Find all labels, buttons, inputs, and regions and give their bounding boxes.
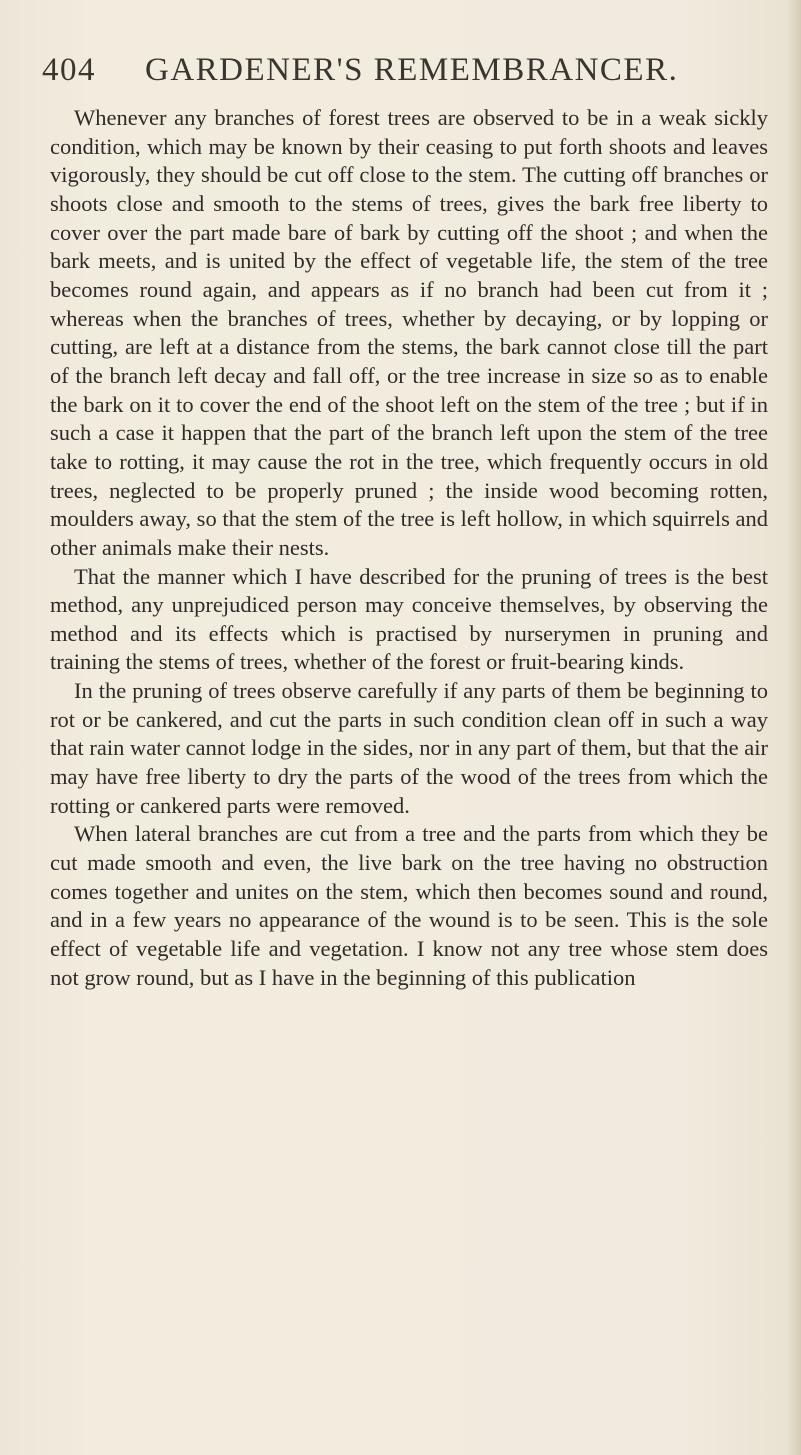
- page-number: 404: [42, 52, 96, 88]
- running-title: GARDENER'S REMEMBRANCER.: [145, 52, 679, 88]
- body-text: [50, 104, 768, 992]
- paragraph-4: When lateral branches are cut from a tree and the parts from which they be cut made smooth and even, the live bark on the tree having no obstruction comes together and unites on the stem, which then becomes sound and round, and in a few years no appearance of the wound is to be seen. This is the sole effect of vegetable life and vegetation. I know not any tree whose stem does not grow round, but as I have in the beginning of this publication: [50, 821, 768, 990]
- paragraph-3: In the pruning of trees observe carefully if any parts of them be beginning to rot or be cankered, and cut the parts in such condition clean off in such a way that rain water cannot lodge in the sides, nor in any part of them, but that the air may have free liberty to dry the parts of the wood of the trees from which the rotting or cankered parts were removed.: [50, 678, 768, 818]
- paragraph-1: Whenever any branches of forest trees are observed to be in a weak sickly condition, which may be known by their ceasing to put forth shoots and leaves vigorously, they should be cut off close to the stem. The cutting off branches or shoots close and smooth to the stems of trees, gives the bark free liberty to cover over the part made bare of bark by cutting off the shoot ; and when the bark meets, and is united by the effect of vegetable life, the stem of the tree becomes round again, and appears as if no branch had been cut from it ; whereas when the branches of trees, whether by decaying, or by lopping or cutting, are left at a distance from the stems, the bark cannot close till the part of the branch left decay and fall off, or the tree increase in size so as to enable the bark on it to cover the end of the shoot left on the stem of the tree ; but if in such a case it happen that the part of the branch left upon the stem of the tree take to rotting, it may cause the rot in the tree, which frequently occurs in old trees, neglected to be properly pruned ; the inside wood becoming rotten, moulders away, so that the stem of the tree is left hollow, in which squirrels and other animals make their nests.: [50, 105, 768, 560]
- page-header: [42, 52, 782, 100]
- page-edge-shadow: [787, 0, 801, 1455]
- paragraph-2: That the manner which I have described for the pruning of trees is the best method, any unprejudiced person may conceive themselves, by observing the method and its effects which is practised by nurserymen in pruning and training the stems of trees, whether of the forest or fruit-bearing kinds.: [50, 563, 768, 675]
